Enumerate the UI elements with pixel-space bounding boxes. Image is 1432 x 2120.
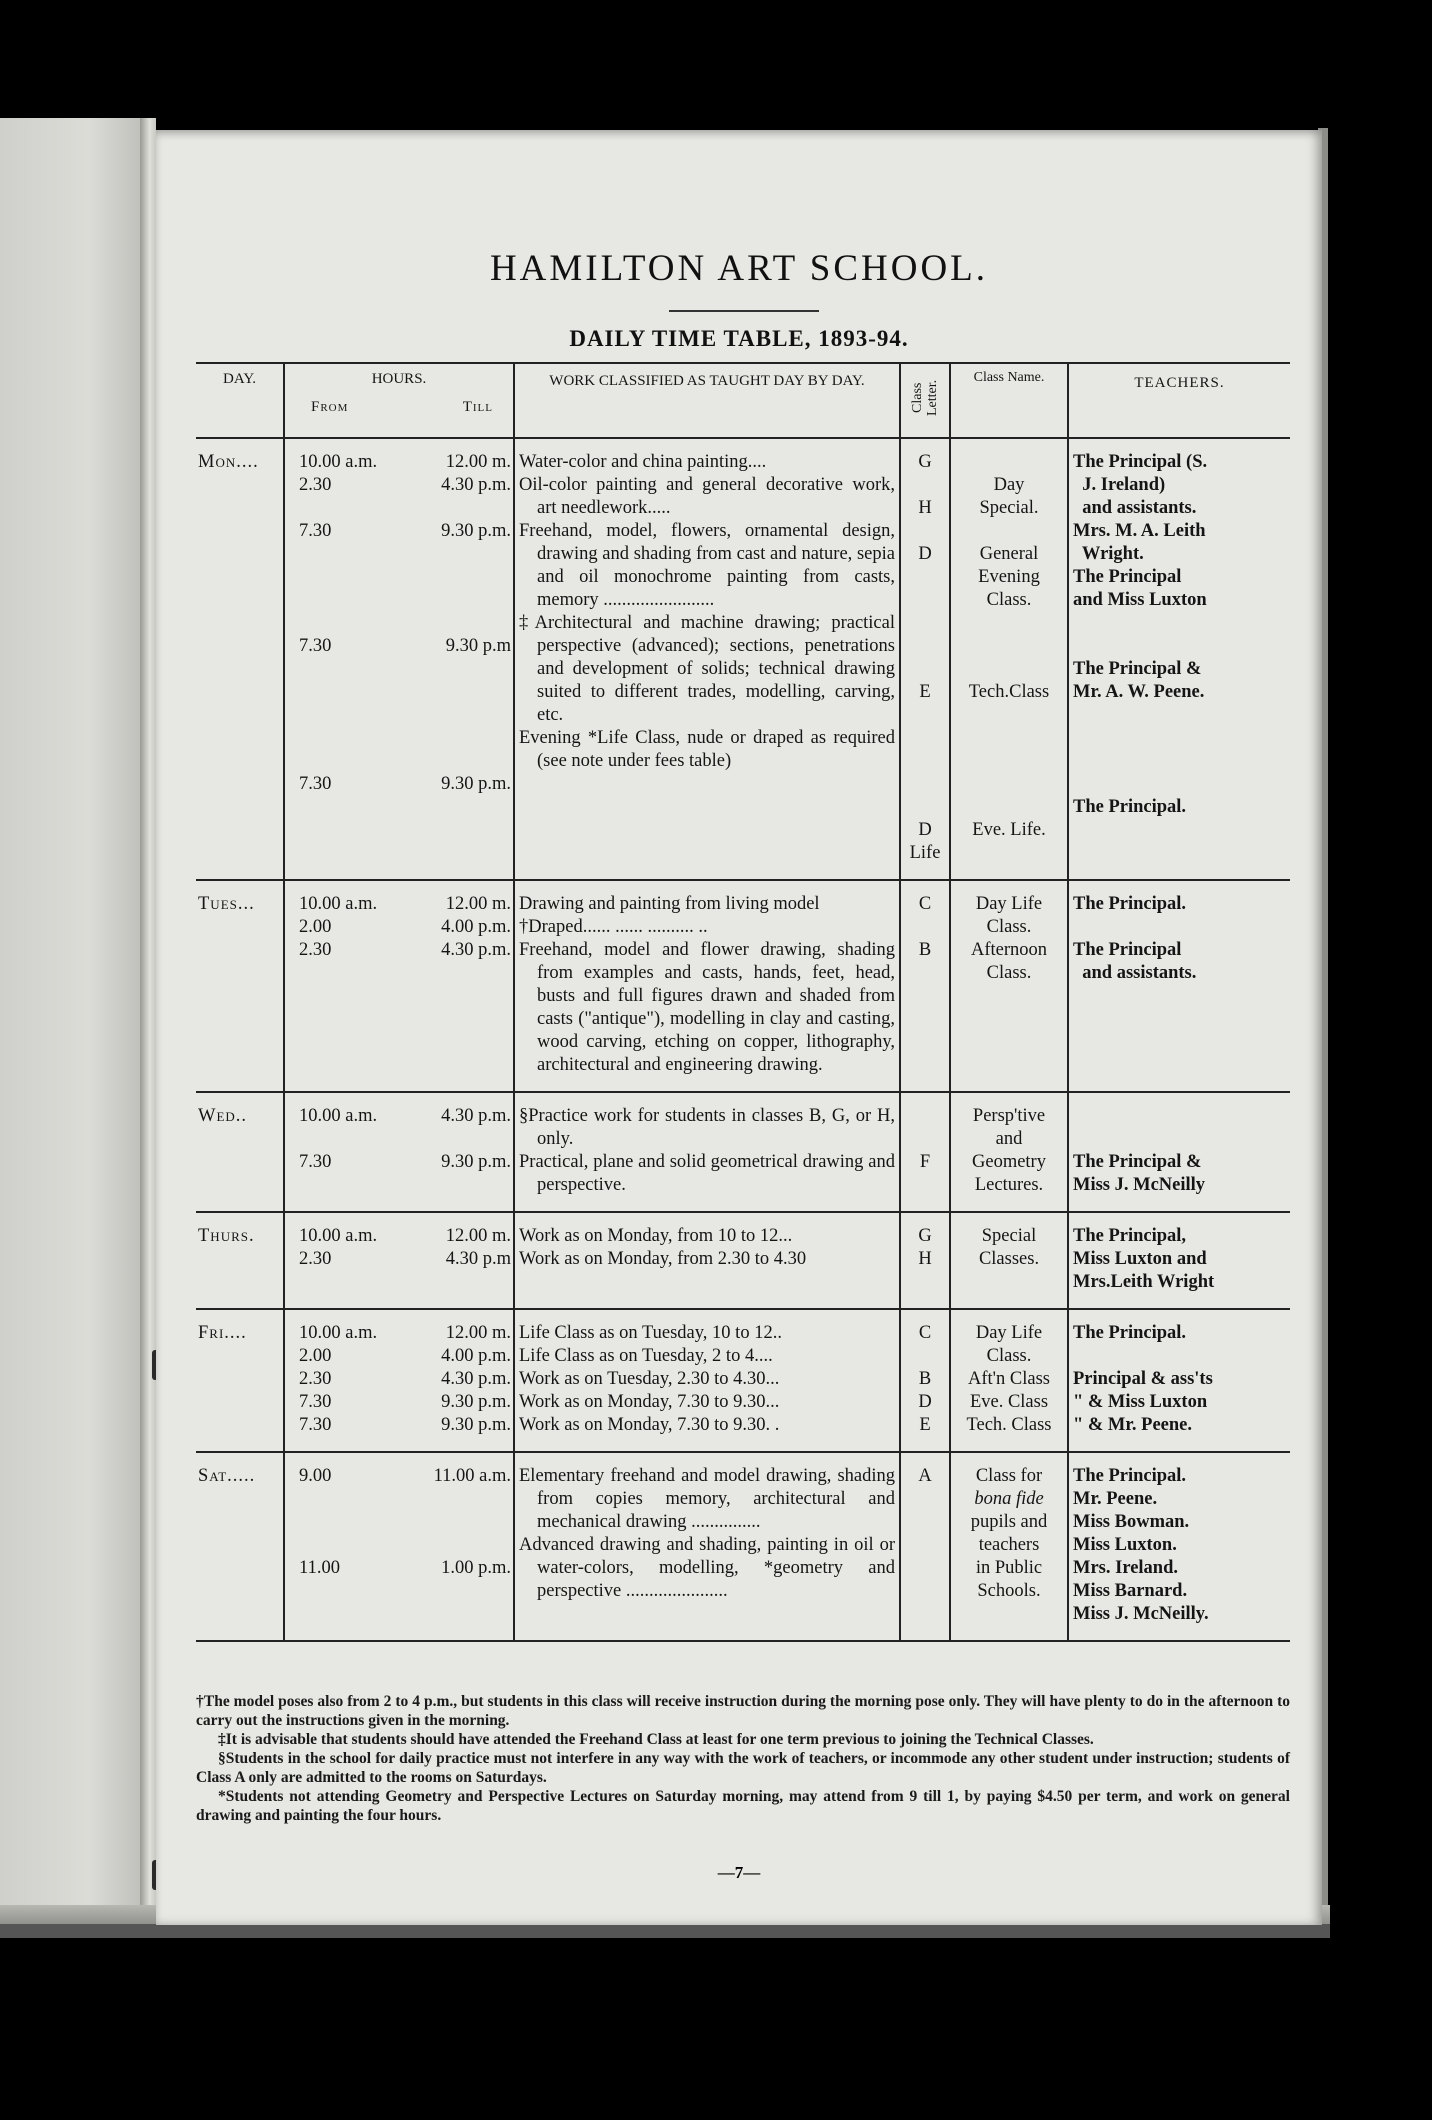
class-name (955, 658, 1063, 681)
table-row (196, 438, 1290, 880)
teacher-name: The Principal (1073, 567, 1182, 587)
teacher-name: Miss Luxton. (1073, 1535, 1177, 1555)
hours-line (287, 727, 511, 750)
teachers-cell (1068, 1309, 1290, 1452)
teacher-name: The Principal. (1073, 894, 1187, 914)
footnote: *Students not attending Geometry and Perspective Lectures on Saturday morning, may attend from 9 till 1, by paying $4.50 per term, and work on general drawing and painting the four hours. (196, 1788, 1290, 1824)
class-name: Tech. Class (966, 1415, 1052, 1435)
hours-cell (284, 1212, 514, 1309)
hours-line (287, 1322, 511, 1345)
work-entry: Drawing and painting from living model (519, 894, 820, 914)
work-cell (514, 1092, 900, 1212)
class-name (955, 520, 1063, 543)
header-teachers: TEACHERS. (1068, 363, 1290, 438)
class-letter: E (919, 1415, 931, 1435)
class-name: Class. (986, 1346, 1032, 1366)
class-name: pupils and (970, 1512, 1048, 1532)
teachers-cell (1068, 1212, 1290, 1309)
hours-line (287, 750, 511, 773)
letter-cell (900, 1092, 950, 1212)
class-name: Day (993, 475, 1025, 495)
letter-cell (900, 1452, 950, 1641)
hour-from: 9.00 (299, 1466, 332, 1486)
hour-from: 2.00 (299, 917, 332, 937)
teacher-name (1073, 1345, 1286, 1368)
teacher-name: and assistants. (1073, 963, 1197, 983)
teacher-name: The Principal (1073, 940, 1182, 960)
hours-line (287, 1465, 511, 1488)
teacher-name (1073, 750, 1286, 773)
hour-from: 2.30 (299, 475, 332, 495)
hour-till: 1.00 p.m. (441, 1558, 511, 1578)
class-letter (905, 704, 945, 727)
class-name: in Public (975, 1558, 1043, 1578)
hours-line (287, 1105, 511, 1128)
hours-line (287, 1225, 511, 1248)
hours-line (287, 589, 511, 612)
work-entry: Work as on Monday, from 10 to 12... (519, 1226, 793, 1246)
teacher-name (1073, 704, 1286, 727)
header-hours-label: HOURS. (371, 371, 427, 387)
day-label: Wed.. (198, 1106, 248, 1126)
hours-line (287, 1511, 511, 1534)
hours-line (287, 1557, 511, 1580)
teacher-name: and Miss Luxton (1073, 590, 1207, 610)
class-name (955, 704, 1063, 727)
day-cell (196, 1309, 284, 1452)
hour-till: 4.00 p.m. (441, 917, 511, 937)
hours-line (287, 451, 511, 474)
teacher-name: Mr. A. W. Peene. (1073, 682, 1205, 702)
class-letter (905, 1105, 945, 1128)
letter-cell (900, 438, 950, 880)
class-letter: D (918, 544, 932, 564)
hours-line (287, 566, 511, 589)
class-name (955, 750, 1063, 773)
class-letter (905, 520, 945, 543)
work-cell (514, 438, 900, 880)
hours-line (287, 704, 511, 727)
day-cell (196, 1212, 284, 1309)
header-letter: Class Letter. (900, 363, 950, 438)
class-name-cell (950, 438, 1068, 880)
teacher-name: Wright. (1073, 544, 1144, 564)
work-entry: Work as on Monday, from 2.30 to 4.30 (519, 1249, 807, 1269)
table-row (196, 1212, 1290, 1309)
teacher-name: The Principal. (1073, 797, 1187, 817)
teachers-cell (1068, 880, 1290, 1092)
hour-from: 10.00 a.m. (299, 894, 378, 914)
class-letter (905, 589, 945, 612)
work-entry: Life Class as on Tuesday, 2 to 4.... (519, 1346, 773, 1366)
timetable (196, 362, 1290, 1642)
letter-cell (900, 1212, 950, 1309)
hour-from: 7.30 (299, 636, 332, 656)
teachers-cell (1068, 1452, 1290, 1641)
class-name: Class. (986, 963, 1032, 983)
class-letter (905, 635, 945, 658)
work-entry: §Practice work for students in classes B, G, or H, only. (519, 1106, 895, 1149)
teacher-name (1073, 727, 1286, 750)
hour-till: 4.00 p.m. (441, 1346, 511, 1366)
hours-line (287, 1151, 511, 1174)
hour-till: 9.30 p.m. (441, 774, 511, 794)
footnote: §Students in the school for daily practice must not interfere in any way with the work of teachers, or incommode any other student under instruction; students of Class A only are admitted to the rooms on Saturdays. (196, 1750, 1290, 1786)
hour-from: 7.30 (299, 1152, 332, 1172)
hour-till: 12.00 m. (445, 452, 511, 472)
hours-line (287, 635, 511, 658)
class-name: Classes. (978, 1249, 1040, 1269)
hour-from: 10.00 a.m. (299, 1323, 378, 1343)
class-letter: E (919, 682, 931, 702)
class-name: teachers (978, 1535, 1040, 1555)
day-cell (196, 438, 284, 880)
work-entry: Freehand, model, flowers, ornamental design, drawing and shading from cast and nature, sepia and oil monochrome painting from casts, memory ........................ (519, 521, 895, 610)
class-name: Special (981, 1226, 1037, 1246)
hour-from: 7.30 (299, 1392, 332, 1412)
class-name: Lectures. (974, 1175, 1044, 1195)
hour-till: 12.00 m. (445, 894, 511, 914)
class-letter: H (918, 498, 932, 518)
title-rule (669, 310, 819, 312)
work-cell (514, 1212, 900, 1309)
teacher-name: Principal & ass'ts (1073, 1369, 1213, 1389)
class-letter: B (918, 940, 932, 960)
teacher-name (1073, 1105, 1286, 1128)
hours-line (287, 1368, 511, 1391)
day-cell (196, 880, 284, 1092)
class-name-cell (950, 880, 1068, 1092)
class-name-cell (950, 1212, 1068, 1309)
footnotes (196, 1692, 1290, 1825)
class-letter: C (918, 1323, 932, 1343)
teacher-name: Mrs. M. A. Leith (1073, 521, 1206, 541)
class-name: and (995, 1129, 1023, 1149)
class-letter: Life (909, 843, 941, 863)
class-letter: D (918, 1392, 932, 1412)
work-entry: ‡Architectural and machine drawing; practical perspective (advanced); sections, penetrations and development of solids; technical drawing suited to different trades, modelling, carving, etc. (519, 613, 895, 725)
work-entry: Work as on Tuesday, 2.30 to 4.30... (519, 1369, 780, 1389)
hour-from: 2.30 (299, 1249, 332, 1269)
class-name: Geometry (972, 1152, 1046, 1172)
hours-line (287, 773, 511, 796)
teacher-name: J. Ireland) (1073, 475, 1166, 495)
hour-till: 4.30 p.m. (441, 475, 511, 495)
work-entry: Oil-color painting and general decorative work, art needlework..... (519, 475, 895, 518)
class-name: Eve. Life. (972, 820, 1046, 840)
teacher-name: " & Mr. Peene. (1073, 1415, 1193, 1435)
class-letter (905, 658, 945, 681)
teacher-name: The Principal, (1073, 1226, 1187, 1246)
work-entry: Life Class as on Tuesday, 10 to 12.. (519, 1323, 782, 1343)
class-letter (905, 612, 945, 635)
hours-cell (284, 1309, 514, 1452)
class-letter (905, 474, 945, 497)
class-name: Special. (979, 498, 1039, 518)
teacher-name: The Principal & (1073, 659, 1202, 679)
footnote: ‡It is advisable that students should have attended the Freehand Class at least for one term previous to joining the Technical Classes. (218, 1731, 1094, 1748)
hours-line (287, 1488, 511, 1511)
class-name: Class for (975, 1466, 1043, 1486)
teacher-name: Mrs. Ireland. (1073, 1558, 1179, 1578)
class-name: Eve. Class (969, 1392, 1049, 1412)
hour-till: 11.00 a.m. (433, 1466, 511, 1486)
hours-line (287, 1128, 511, 1151)
class-letter (905, 1345, 945, 1368)
hour-from: 7.30 (299, 1415, 332, 1435)
hour-till: 4.30 p.m. (441, 1106, 511, 1126)
class-letter (905, 566, 945, 589)
teacher-name: The Principal (S. (1073, 452, 1208, 472)
class-letter: G (918, 1226, 932, 1246)
hour-till: 4.30 p.m (445, 1249, 511, 1269)
work-entry: Evening *Life Class, nude or draped as required (see note under fees table) (519, 728, 895, 771)
hour-till: 12.00 m. (445, 1226, 511, 1246)
hour-till: 12.00 m. (445, 1323, 511, 1343)
hours-line (287, 1345, 511, 1368)
work-cell (514, 880, 900, 1092)
hour-till: 9.30 p.m. (441, 1415, 511, 1435)
class-name: bona fide (974, 1489, 1044, 1509)
page-number: —7— (717, 1863, 761, 1882)
class-name (955, 727, 1063, 750)
class-name: Day Life (975, 894, 1043, 914)
header-class-name: Class Name. (950, 363, 1068, 438)
class-name: General (979, 544, 1039, 564)
class-name: Persp'tive (972, 1106, 1046, 1126)
letter-cell (900, 880, 950, 1092)
teacher-name (1073, 916, 1286, 939)
page-subtitle: DAILY TIME TABLE, 1893-94. (569, 326, 909, 351)
teachers-cell (1068, 438, 1290, 880)
work-cell (514, 1452, 900, 1641)
hour-from: 7.30 (299, 521, 332, 541)
class-name: Aft'n Class (968, 1369, 1050, 1389)
work-cell (514, 1309, 900, 1452)
footnote: †The model poses also from 2 to 4 p.m., but students in this class will receive instruction during the morning pose only. They will have plenty to do in the afternoon to carry out the instructions given in the morning. (196, 1693, 1290, 1729)
header-work: WORK CLASSIFIED AS TAUGHT DAY BY DAY. (514, 363, 900, 438)
hours-cell (284, 880, 514, 1092)
hour-from: 7.30 (299, 774, 332, 794)
hours-line (287, 1414, 511, 1437)
class-name: Afternoon (970, 940, 1048, 960)
document-page (156, 130, 1322, 1925)
work-entry: Practical, plane and solid geometrical drawing and perspective. (519, 1152, 895, 1195)
class-name (955, 635, 1063, 658)
teacher-name (1073, 773, 1286, 796)
table-row (196, 1092, 1290, 1212)
class-letter: G (918, 452, 932, 472)
class-name-cell (950, 1092, 1068, 1212)
hours-cell (284, 1452, 514, 1641)
hour-till: 9.30 p.m. (441, 1152, 511, 1172)
hours-line (287, 520, 511, 543)
class-name (955, 773, 1063, 796)
day-label: Tues... (198, 894, 255, 914)
teacher-name: Miss J. McNeilly (1073, 1175, 1206, 1195)
header-from: From (311, 399, 349, 415)
work-entry: Work as on Monday, 7.30 to 9.30... (519, 1392, 780, 1412)
day-label: Mon.... (198, 452, 259, 472)
teacher-name: The Principal. (1073, 1466, 1187, 1486)
hours-line (287, 939, 511, 962)
header-till: Till (462, 399, 493, 415)
class-letter: F (919, 1152, 931, 1172)
header-row (196, 363, 1290, 438)
class-letter (905, 750, 945, 773)
class-name: Day Life (975, 1323, 1043, 1343)
hours-line (287, 474, 511, 497)
work-entry: Elementary freehand and model drawing, shading from copies memory, architectural and mechanical drawing ............... (519, 1466, 895, 1532)
hours-line (287, 893, 511, 916)
class-name (955, 451, 1063, 474)
class-letter: A (918, 1466, 932, 1486)
header-hours (284, 363, 514, 438)
day-label: Sat..... (198, 1466, 256, 1486)
class-letter: B (918, 1369, 932, 1389)
hours-line (287, 1391, 511, 1414)
class-name (955, 612, 1063, 635)
hour-from: 10.00 a.m. (299, 1106, 378, 1126)
hour-till: 4.30 p.m. (441, 940, 511, 960)
class-name: Class. (986, 590, 1032, 610)
class-letter (905, 796, 945, 819)
teacher-name: " & Miss Luxton (1073, 1392, 1208, 1412)
teacher-name: Miss J. McNeilly. (1073, 1604, 1209, 1624)
class-letter (905, 773, 945, 796)
hour-from: 2.30 (299, 940, 332, 960)
table-row (196, 1309, 1290, 1452)
binding-strip (0, 1924, 1330, 1938)
class-letter: H (918, 1249, 932, 1269)
class-letter: C (918, 894, 932, 914)
hour-till: 9.30 p.m. (441, 1392, 511, 1412)
teachers-cell (1068, 1092, 1290, 1212)
teacher-name: and assistants. (1073, 498, 1197, 518)
day-cell (196, 1452, 284, 1641)
book-spine (140, 118, 156, 1918)
class-name: Class. (986, 917, 1032, 937)
hours-line (287, 612, 511, 635)
hours-cell (284, 438, 514, 880)
hours-line (287, 1248, 511, 1271)
day-label: Thurs. (198, 1226, 255, 1246)
teacher-name: The Principal. (1073, 1323, 1187, 1343)
work-entry: Work as on Monday, 7.30 to 9.30. . (519, 1415, 780, 1435)
teacher-name: Mr. Peene. (1073, 1489, 1158, 1509)
class-letter (905, 916, 945, 939)
header-day: DAY. (196, 363, 284, 438)
page-title: HAMILTON ART SCHOOL. (489, 248, 989, 289)
hour-till: 9.30 p.m. (441, 521, 511, 541)
class-name-cell (950, 1309, 1068, 1452)
teacher-name: Mrs.Leith Wright (1073, 1272, 1215, 1292)
work-entry: †Draped...... ...... .......... .. (519, 917, 708, 937)
hours-line (287, 497, 511, 520)
teacher-name (1073, 635, 1286, 658)
class-name: Schools. (977, 1581, 1041, 1601)
hours-line (287, 1534, 511, 1557)
hour-from: 10.00 a.m. (299, 452, 378, 472)
hours-line (287, 543, 511, 566)
class-letter (905, 727, 945, 750)
hour-from: 2.00 (299, 1346, 332, 1366)
class-name: Tech.Class (968, 682, 1050, 702)
teacher-name: The Principal & (1073, 1152, 1202, 1172)
hours-line (287, 916, 511, 939)
hour-from: 11.00 (299, 1558, 340, 1578)
hours-line (287, 681, 511, 704)
class-name-cell (950, 1452, 1068, 1641)
hours-line (287, 658, 511, 681)
teacher-name: Miss Luxton and (1073, 1249, 1207, 1269)
hour-from: 2.30 (299, 1369, 332, 1389)
day-cell (196, 1092, 284, 1212)
work-entry: Advanced drawing and shading, painting in oil or water-colors, modelling, *geometry and perspective ...................... (519, 1535, 895, 1601)
teacher-name (1073, 1128, 1286, 1151)
class-name: Evening (978, 567, 1040, 587)
hour-from: 10.00 a.m. (299, 1226, 378, 1246)
table-row (196, 1452, 1290, 1641)
work-entry: Water-color and china painting.... (519, 452, 767, 472)
class-name (955, 796, 1063, 819)
teacher-name: Miss Barnard. (1073, 1581, 1188, 1601)
class-letter: D (918, 820, 932, 840)
hour-till: 4.30 p.m. (441, 1369, 511, 1389)
work-entry: Freehand, model and flower drawing, shading from examples and casts, hands, feet, head, busts and full figures drawn and shaded from casts ("antique"), modelling in clay and casting, wood carving, etching on copper, lithography, architectural and engineering drawing. (519, 940, 895, 1075)
teacher-name (1073, 612, 1286, 635)
day-label: Fri.... (198, 1323, 247, 1343)
left-page-edge (0, 118, 148, 1913)
letter-cell (900, 1309, 950, 1452)
teacher-name: Miss Bowman. (1073, 1512, 1190, 1532)
table-row (196, 880, 1290, 1092)
hours-cell (284, 1092, 514, 1212)
class-letter (905, 1128, 945, 1151)
hour-till: 9.30 p.m (445, 636, 511, 656)
